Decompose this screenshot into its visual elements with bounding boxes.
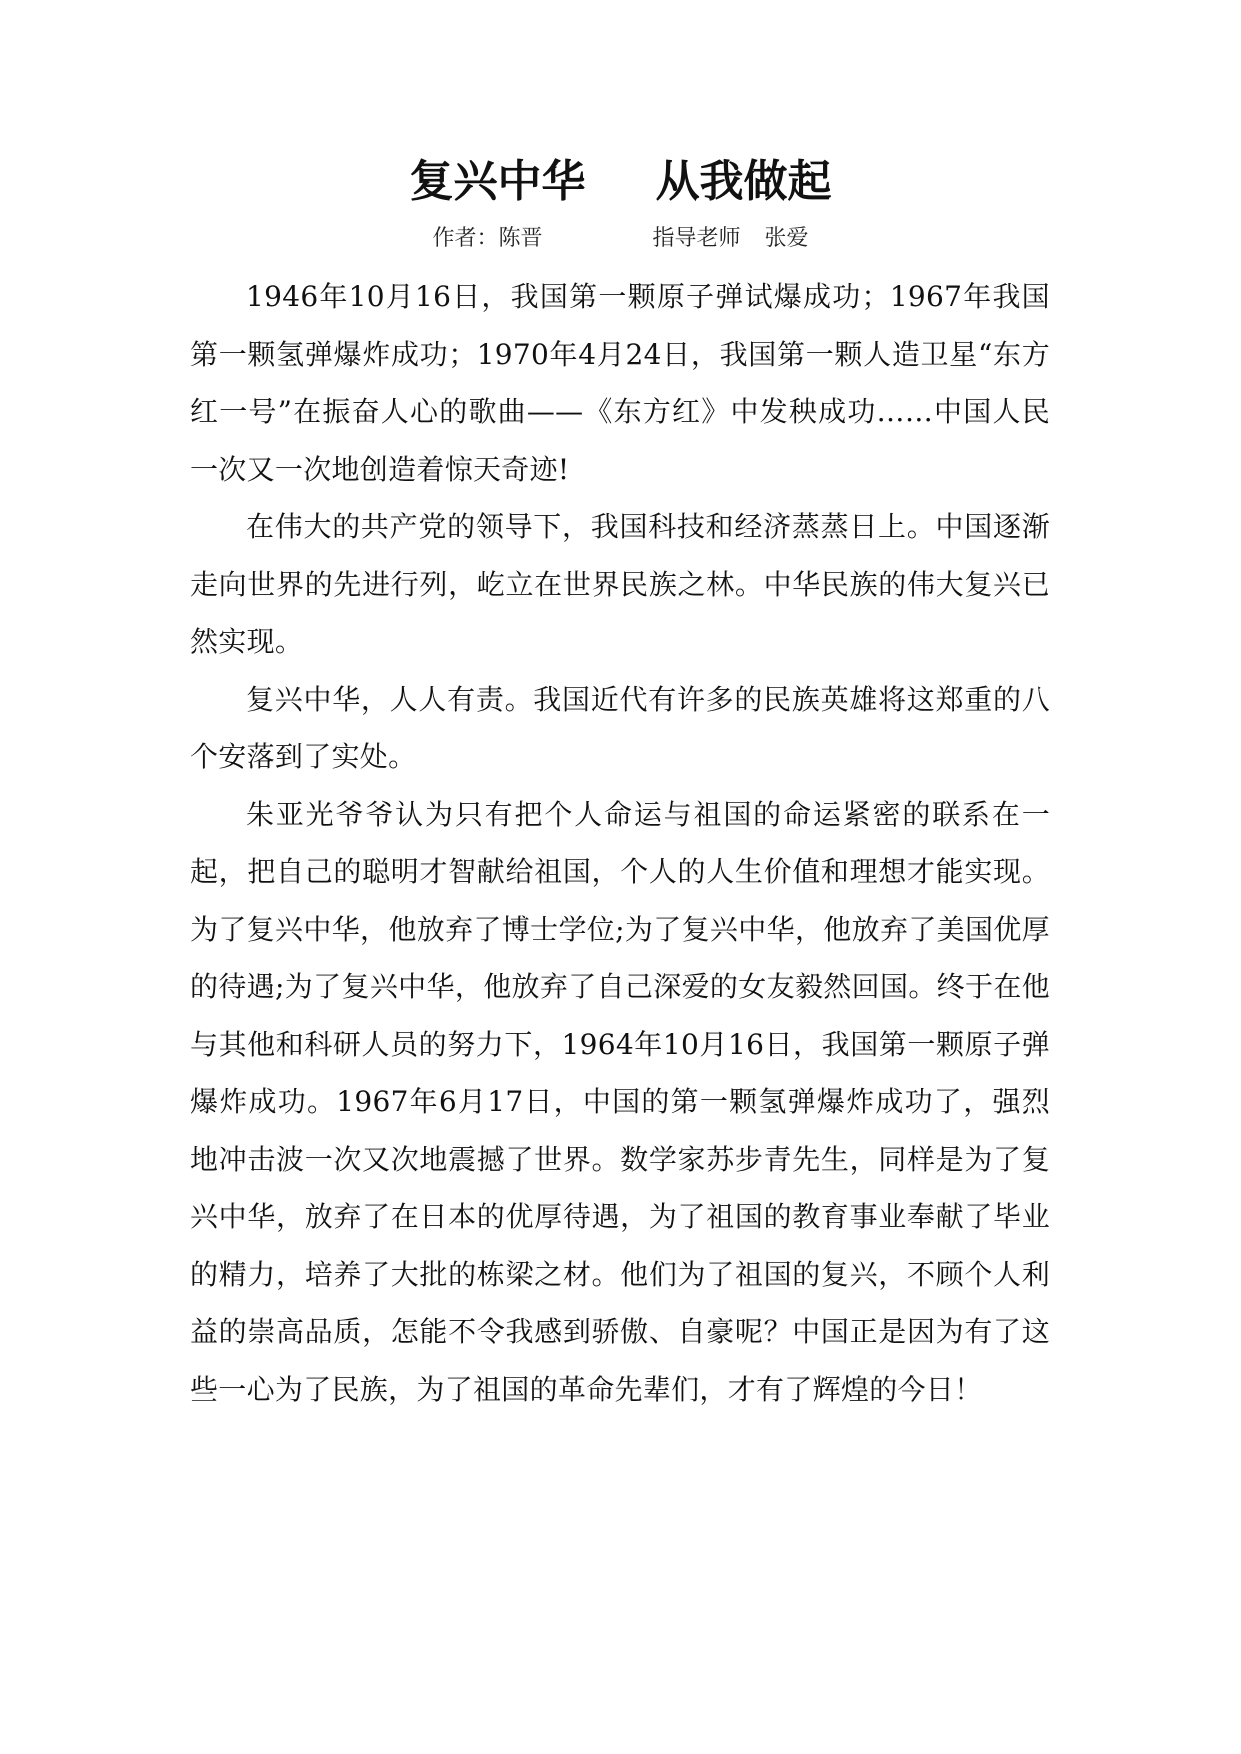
title-part-1: 复兴中华	[409, 156, 586, 207]
document-title	[0, 150, 1241, 214]
paragraph: 1946年10月16日，我国第一颗原子弹试爆成功；1967年我国第一颗氢弹爆炸成功；1970年4月24日，我国第一颗人造卫星“东方红一号”在振奋人心的歌曲——《东方红》中发秧成功……中国人民一次又一次地创造着惊天奇迹!	[190, 280, 1050, 486]
paragraph: 复兴中华，人人有责。我国近代有许多的民族英雄将这郑重的八个安落到了实处。	[190, 682, 1050, 773]
advisor-name: 张爱	[764, 226, 809, 251]
advisor-label: 指导老师	[652, 226, 741, 251]
paragraph: 朱亚光爷爷认为只有把个人命运与祖国的命运紧密的联系在一起，把自己的聪明才智献给祖国，个人的人生价值和理想才能实现。为了复兴中华，他放弃了博士学位;为了复兴中华，他放弃了美国优厚的待遇;为了复兴中华，他放弃了自己深爱的女友毅然回国。终于在他与其他和科研人员的努力下，1964年10月16日，我国第一颗原子弹爆炸成功。1967年6月17日，中国的第一颗氢弹爆炸成功了，强烈地冲击波一次又次地震撼了世界。数学家苏步青先生，同样是为了复兴中华，放弃了在日本的优厚待遇，为了祖国的教育事业奉献了毕业的精力，培养了大批的栋梁之材。他们为了祖国的复兴，不顾个人利益的崇高品质，怎能不令我感到骄傲、自豪呢？中国正是因为有了这些一心为了民族，为了祖国的革命先辈们，才有了辉煌的今日！	[190, 797, 1050, 1406]
title-part-2: 从我做起	[655, 156, 832, 207]
paragraph: 在伟大的共产党的领导下，我国科技和经济蒸蒸日上。中国逐渐走向世界的先进行列，屹立在世界民族之林。中华民族的伟大复兴已然实现。	[190, 510, 1050, 658]
author-label: 作者：陈晋	[432, 226, 543, 251]
essay-body	[190, 268, 1050, 1418]
byline	[0, 222, 1241, 256]
